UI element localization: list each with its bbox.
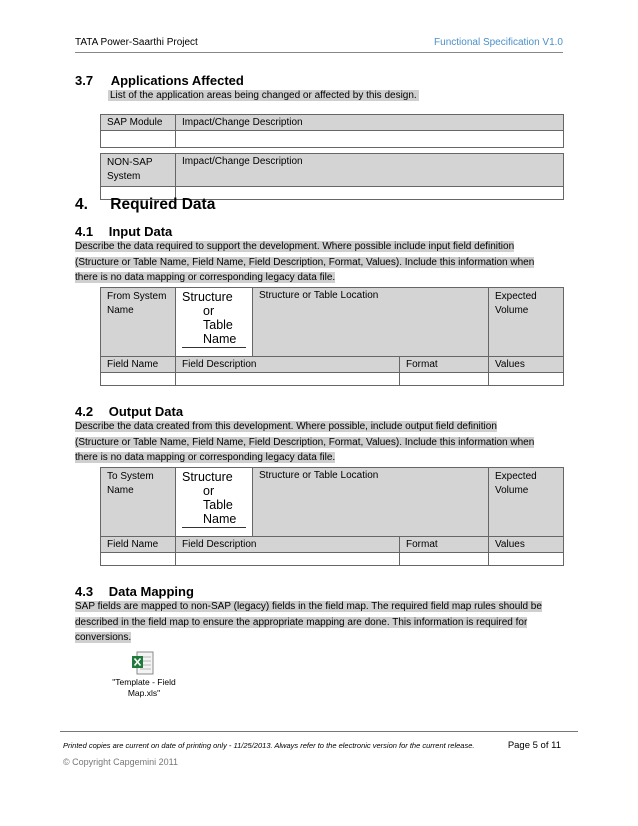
section-4-3-description xyxy=(75,599,575,646)
sap-module-header: SAP Module xyxy=(101,115,176,131)
paragraph-line: described in the field map to ensure the appropriate mapping are done. This information is required for xyxy=(75,616,528,628)
sap-module-table xyxy=(100,114,564,148)
section-number: 4.1 xyxy=(75,224,94,239)
structure-table-name-cell xyxy=(176,468,253,537)
paragraph-line: Describe the data created from this development. Where possible, include output field definition xyxy=(75,421,497,432)
table-cell xyxy=(101,553,176,566)
section-title: Output Data xyxy=(108,404,184,419)
paragraph-line: (Structure or Table Name, Field Name, Field Description, Format, Values). Include this information when xyxy=(75,256,535,268)
section-number: 4.3 xyxy=(75,584,94,599)
copyright: © Copyright Capgemini 2011 xyxy=(63,757,179,767)
footer-print-note: Printed copies are current on date of printing only - 11/25/2013. Always refer to the electronic version for the current release. xyxy=(63,741,475,750)
to-system-header xyxy=(101,468,176,537)
section-title: Applications Affected xyxy=(110,73,244,88)
section-4-1-description xyxy=(75,239,575,286)
table-cell xyxy=(101,373,176,386)
table-cell xyxy=(176,553,400,566)
table-cell xyxy=(101,131,176,148)
header-line: NON-SAP xyxy=(107,157,153,168)
impact-description-header: Impact/Change Description xyxy=(176,154,564,187)
paragraph-line: conversions. xyxy=(75,632,132,643)
structure-table-name-label xyxy=(182,290,246,348)
section-title: Input Data xyxy=(108,224,173,239)
excel-file-icon[interactable] xyxy=(132,651,154,675)
struct-line: or xyxy=(203,304,215,318)
section-4-3-heading xyxy=(75,584,194,599)
table-cell xyxy=(400,553,489,566)
section-number: 4. xyxy=(75,196,88,213)
section-4-2-heading xyxy=(75,404,183,419)
paragraph-line: there is no data mapping or corresponding legacy data file. xyxy=(75,452,336,463)
non-sap-system-header xyxy=(101,154,176,187)
section-4-heading xyxy=(75,196,215,214)
struct-line: Name xyxy=(203,332,237,346)
table-cell xyxy=(176,187,564,200)
field-name-header: Field Name xyxy=(101,537,176,553)
page-number: Page 5 of 11 xyxy=(507,740,561,751)
header-divider xyxy=(75,52,563,53)
format-header: Format xyxy=(400,357,489,373)
header-line: To System xyxy=(107,471,154,482)
from-system-header xyxy=(101,288,176,357)
paragraph-line: SAP fields are mapped to non-SAP (legacy) fields in the field map. The required field map rules should be xyxy=(75,601,542,612)
table-cell xyxy=(489,373,564,386)
structure-table-name-label xyxy=(182,470,246,528)
non-sap-system-table xyxy=(100,153,564,200)
structure-location-header: Structure or Table Location xyxy=(253,288,489,357)
impact-description-header: Impact/Change Description xyxy=(176,115,564,131)
header-doc-title: Functional Specification V1.0 xyxy=(434,37,563,48)
struct-line: or xyxy=(203,484,215,498)
structure-location-header: Structure or Table Location xyxy=(253,468,489,537)
values-header: Values xyxy=(489,357,564,373)
header-line: Expected xyxy=(495,291,537,302)
struct-line: Name xyxy=(203,512,237,526)
header-project-title: TATA Power-Saarthi Project xyxy=(75,37,198,48)
table-cell xyxy=(400,373,489,386)
expected-volume-header xyxy=(489,288,564,357)
attachment-caption[interactable] xyxy=(100,677,188,699)
structure-table-name-cell xyxy=(176,288,253,357)
struct-line: Structure xyxy=(182,290,233,304)
field-description-header: Field Description xyxy=(176,357,400,373)
input-data-table xyxy=(100,287,564,386)
table-cell xyxy=(176,131,564,148)
section-number: 3.7 xyxy=(75,73,94,88)
field-name-header: Field Name xyxy=(101,357,176,373)
caption-line: Map.xls" xyxy=(127,688,161,698)
header-line: Name xyxy=(107,305,134,316)
section-3-7-heading xyxy=(75,73,244,88)
section-4-2-description xyxy=(75,419,575,466)
table-cell xyxy=(176,373,400,386)
struct-line: Table xyxy=(203,498,233,512)
expected-volume-header xyxy=(489,468,564,537)
section-title: Data Mapping xyxy=(108,584,194,599)
struct-line: Structure xyxy=(182,470,233,484)
header-line: Volume xyxy=(495,305,529,316)
paragraph-line: Describe the data required to support the development. Where possible include input field definition xyxy=(75,241,515,252)
section-title: Required Data xyxy=(110,196,216,213)
header-line: Expected xyxy=(495,471,537,482)
values-header: Values xyxy=(489,537,564,553)
header-line: From System xyxy=(107,291,167,302)
table-cell xyxy=(489,553,564,566)
section-number: 4.2 xyxy=(75,404,94,419)
struct-line: Table xyxy=(203,318,233,332)
section-3-7-description: List of the application areas being changed or affected by this design. xyxy=(110,90,417,101)
section-4-1-heading xyxy=(75,224,172,239)
header-line: Name xyxy=(107,485,134,496)
paragraph-line: (Structure or Table Name, Field Name, Field Description, Format, Values). Include this information when xyxy=(75,436,535,448)
header-line: System xyxy=(107,171,141,182)
header-line: Volume xyxy=(495,485,529,496)
output-data-table xyxy=(100,467,564,566)
field-description-header: Field Description xyxy=(176,537,400,553)
format-header: Format xyxy=(400,537,489,553)
footer-divider xyxy=(60,731,578,732)
paragraph-line: there is no data mapping or corresponding legacy data file. xyxy=(75,272,336,283)
caption-line: "Template - Field xyxy=(112,677,176,687)
